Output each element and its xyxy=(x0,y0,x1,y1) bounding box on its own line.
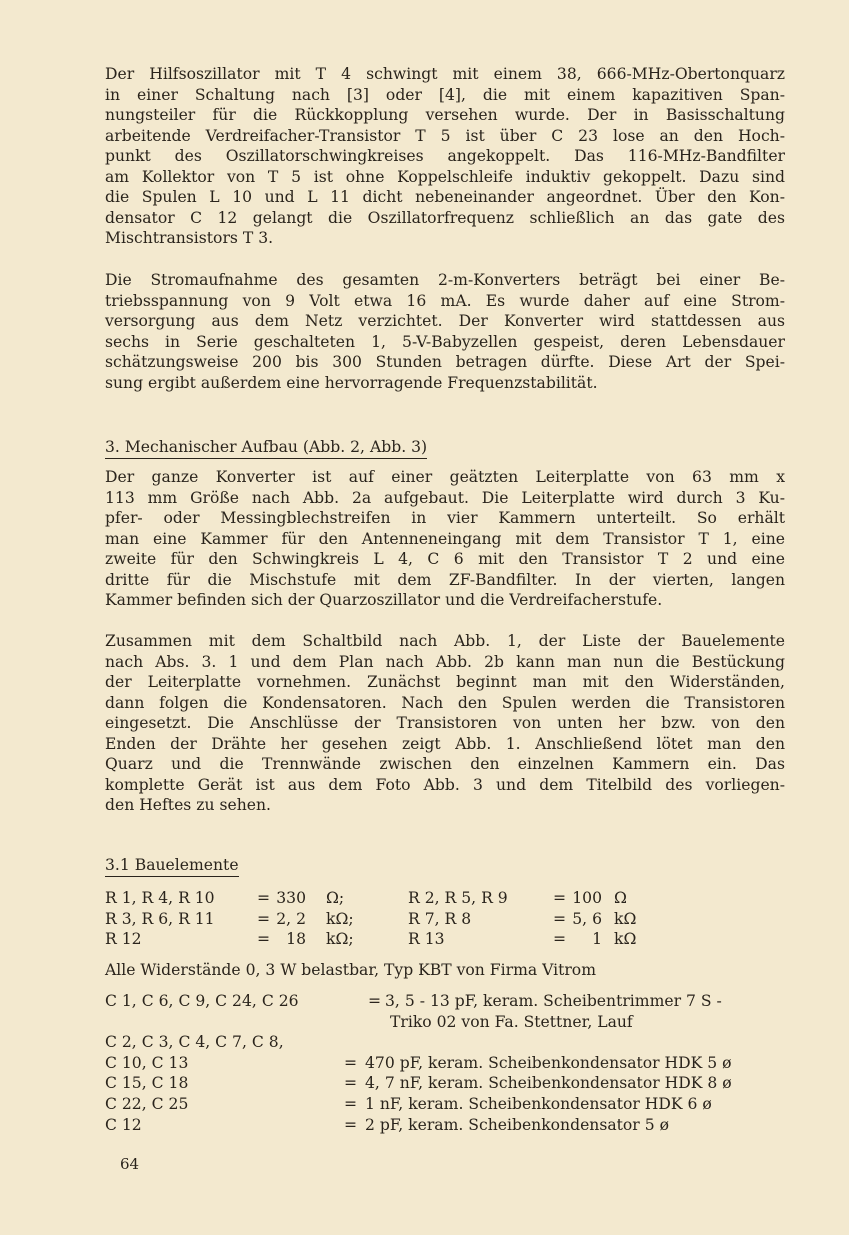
text-line: nach Abs. 3. 1 und dem Plan nach Abb. 2b kann man nun die Bestückung xyxy=(105,652,785,671)
page-number: 64 xyxy=(120,1155,140,1173)
capacitor-spec: 3, 5 - 13 pF, keram. Scheibentrimmer 7 S - xyxy=(385,992,722,1010)
paragraph-mechanical xyxy=(105,467,785,611)
text-line: Die Stromaufnahme des gesamten 2-m-Konverters beträgt bei einer Be- xyxy=(105,271,785,289)
text-line: 113 mm Größe nach Abb. 2a aufgebaut. Die Leiterplatte wird durch 3 Ku- xyxy=(105,488,785,507)
text-line: eingesetzt. Die Anschlüsse der Transistoren von unten her bzw. von den xyxy=(105,714,785,732)
text-line: Kammer befinden sich der Quarzoszillator und die Verdreifacherstufe. xyxy=(105,591,663,609)
capacitor-eq: = xyxy=(344,1115,358,1134)
capacitor-spec: Triko 02 von Fa. Stettner, Lauf xyxy=(390,1012,633,1031)
resistor-names: R 2, R 5, R 9 xyxy=(408,889,508,907)
resistor-names: R 12 xyxy=(105,930,142,948)
paragraph-oscillator xyxy=(105,64,785,249)
capacitor-eq: = xyxy=(344,1095,358,1113)
capacitor-names: C 12 xyxy=(105,1115,142,1134)
resistor-unit: kΩ xyxy=(614,909,637,928)
section-heading-mechanical: 3. Mechanischer Aufbau (Abb. 2, Abb. 3) xyxy=(105,437,427,459)
capacitor-names: C 15, C 18 xyxy=(105,1074,189,1093)
resistor-unit: kΩ xyxy=(614,930,637,948)
section-heading-components: 3.1 Bauelemente xyxy=(105,855,239,877)
text-line: komplette Gerät ist aus dem Foto Abb. 3 und dem Titelbild des vorliegen- xyxy=(105,775,785,794)
capacitor-eq: = xyxy=(368,992,382,1010)
resistor-eq: = xyxy=(553,889,567,907)
resistor-eq: = xyxy=(553,930,567,948)
capacitor-spec: 1 nF, keram. Scheibenkondensator HDK 6 ø xyxy=(365,1095,712,1113)
text-line: arbeitende Verdreifacher-Transistor T 5 ist über C 23 lose an den Hoch- xyxy=(105,126,785,145)
capacitor-spec: 470 pF, keram. Scheibenkondensator HDK 5 ø xyxy=(365,1053,732,1072)
paragraph-power-supply xyxy=(105,270,785,393)
capacitor-names: C 22, C 25 xyxy=(105,1095,189,1113)
resistor-val: 100 xyxy=(572,889,602,907)
text-line: punkt des Oszillatorschwingkreises angekoppelt. Das 116-MHz-Bandfilter xyxy=(105,147,785,165)
resistor-eq: = xyxy=(257,909,271,928)
resistor-unit: Ω; xyxy=(326,889,345,907)
text-line: nungsteiler für die Rückkopplung versehen wurde. Der in Basisschaltung xyxy=(105,106,785,124)
text-line: Der Hilfsoszillator mit T 4 schwingt mit einem 38, 666-MHz-Obertonquarz xyxy=(105,65,785,83)
resistor-unit: kΩ; xyxy=(326,909,354,928)
resistor-names: R 7, R 8 xyxy=(408,909,472,928)
capacitor-spec: 2 pF, keram. Scheibenkondensator 5 ø xyxy=(365,1115,669,1134)
capacitor-eq: = xyxy=(344,1074,358,1093)
text-line: pfer- oder Messingblechstreifen in vier Kammern unterteilt. So erhält xyxy=(105,509,785,527)
resistor-unit: Ω xyxy=(614,889,627,907)
capacitor-eq: = xyxy=(344,1053,358,1072)
text-line: Enden der Drähte her gesehen zeigt Abb. 1. Anschließend lötet man den xyxy=(105,734,785,753)
text-line: Quarz und die Trennwände zwischen den einzelnen Kammern ein. Das xyxy=(105,755,785,773)
paragraph-assembly xyxy=(105,631,785,816)
text-line: schätzungsweise 200 bis 300 Stunden betragen dürfte. Diese Art der Spei- xyxy=(105,353,785,371)
capacitor-names: C 1, C 6, C 9, C 24, C 26 xyxy=(105,992,299,1010)
text-line: der Leiterplatte vornehmen. Zunächst beginnt man mit den Widerständen, xyxy=(105,673,785,691)
text-line: versorgung aus dem Netz verzichtet. Der Konverter wird stattdessen aus xyxy=(105,312,785,330)
text-line: Der ganze Konverter ist auf einer geätzten Leiterplatte von 63 mm x xyxy=(105,468,785,486)
text-line: Mischtransistors T 3. xyxy=(105,229,274,247)
text-line: man eine Kammer für den Antenneneingang mit dem Transistor T 1, eine xyxy=(105,529,785,548)
resistor-val: 2, 2 xyxy=(276,909,306,928)
capacitor-names: C 2, C 3, C 4, C 7, C 8, xyxy=(105,1033,284,1052)
text-line: am Kollektor von T 5 ist ohne Koppelschleife induktiv gekoppelt. Dazu sind xyxy=(105,167,785,186)
text-line: sechs in Serie geschalteten 1, 5-V-Babyzellen gespeist, deren Lebensdauer xyxy=(105,332,785,351)
resistor-unit: kΩ; xyxy=(326,930,354,948)
text-line: triebsspannung von 9 Volt etwa 16 mA. Es wurde daher auf eine Strom- xyxy=(105,291,785,310)
text-line: Zusammen mit dem Schaltbild nach Abb. 1, der Liste der Bauelemente xyxy=(105,632,785,650)
capacitor-names: C 10, C 13 xyxy=(105,1053,189,1072)
text-line: in einer Schaltung nach [3] oder [4], die mit einem kapazitiven Span- xyxy=(105,85,785,104)
text-line: den Heftes zu sehen. xyxy=(105,796,271,814)
text-line: zweite für den Schwingkreis L 4, C 6 mit den Transistor T 2 und eine xyxy=(105,550,785,568)
resistor-names: R 3, R 6, R 11 xyxy=(105,909,215,928)
resistor-val: 5, 6 xyxy=(572,909,602,928)
resistor-eq: = xyxy=(257,930,271,948)
resistor-eq: = xyxy=(553,909,567,928)
resistor-note: Alle Widerstände 0, 3 W belastbar, Typ KBT von Firma Vitrom xyxy=(105,961,596,979)
resistor-val: 1 xyxy=(592,930,602,948)
text-line: dann folgen die Kondensatoren. Nach den Spulen werden die Transistoren xyxy=(105,693,785,712)
text-line: densator C 12 gelangt die Oszillatorfrequenz schließlich an das gate des xyxy=(105,208,785,227)
resistor-names: R 1, R 4, R 10 xyxy=(105,889,215,907)
text-line: dritte für die Mischstufe mit dem ZF-Bandfilter. In der vierten, langen xyxy=(105,570,785,589)
resistor-names: R 13 xyxy=(408,930,445,948)
resistor-val: 330 xyxy=(276,889,306,907)
resistor-eq: = xyxy=(257,889,271,907)
text-line: die Spulen L 10 und L 11 dicht nebeneinander angeordnet. Über den Kon- xyxy=(105,188,785,206)
capacitor-spec: 4, 7 nF, keram. Scheibenkondensator HDK 8 ø xyxy=(365,1074,732,1093)
resistor-val: 18 xyxy=(286,930,306,948)
text-line: sung ergibt außerdem eine hervorragende Frequenzstabilität. xyxy=(105,373,598,392)
